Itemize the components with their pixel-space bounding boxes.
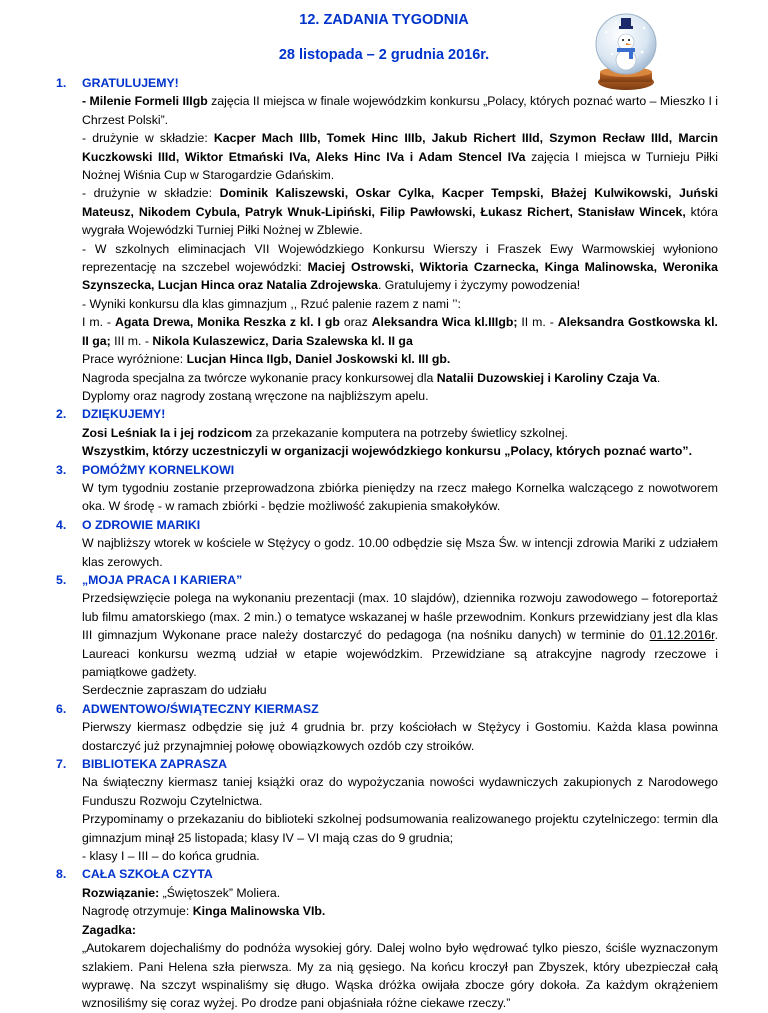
section-dziekujemy <box>48 405 718 460</box>
section-heading: O ZDROWIE MARIKI <box>82 517 201 532</box>
section-heading: GRATULUJEMY! <box>82 76 179 90</box>
section-number: 3. <box>56 462 67 477</box>
paragraph: Zagadka: <box>82 922 136 937</box>
date-range: 28 listopada – 2 grudnia 2016r. <box>278 47 490 63</box>
section-number: 5. <box>56 572 67 587</box>
paragraph: Nagroda specjalna za twórcze wykonanie pracy konkursowej dla Natalii Duzowskiej i Karoliny Czaja Va. <box>82 370 661 385</box>
section-heading: CAŁA SZKOŁA CZYTA <box>82 867 213 882</box>
section-number: 7. <box>56 757 67 772</box>
section-heading: DZIĘKUJEMY! <box>82 407 166 422</box>
section-kiermasz <box>48 700 718 755</box>
paragraph: - drużynie w składzie: Kacper Mach IIIb, Tomek Hinc IIIb, Jakub Richert IIId, Szymon Recław IIId, Marcin Kuczkowski IIId, Wiktor Etmański IVa, Aleks Hinc IVa i Adam Stencel IVa zajęcia I miejsca w Turnieju Piłki Nożnej Wiśnia Cup w Starogardzie Gdańskim. <box>82 131 718 183</box>
section-pomozmy-kornelkowi <box>48 461 718 516</box>
paragraph: W tym tygodniu zostanie przeprowadzona zbiórka pieniędzy na rzecz małego Kornelka walczącego z nowotworem oka. W środę - w ramach zbiórki - będzie możliwość zakupienia smakołyków. <box>82 480 718 514</box>
paragraph: - klasy I – III – do końca grudnia. <box>82 849 260 864</box>
section-gratulujemy <box>48 74 718 405</box>
paragraph: Wszystkim, którzy uczestniczyli w organizacji wojewódzkiego konkursu „Polacy, których poznać warto”. <box>82 444 692 459</box>
section-heading: POMÓŻMY KORNELKOWI <box>82 462 235 477</box>
paragraph: Prace wyróżnione: Lucjan Hinca IIgb, Daniel Joskowski kl. III gb. <box>82 352 451 367</box>
paragraph: Dyplomy oraz nagrody zostaną wręczone na najbliższym apelu. <box>82 388 429 403</box>
paragraph: - drużynie w składzie: Dominik Kaliszewski, Oskar Cylka, Kacper Tempski, Błażej Kulwikowski, Juński Mateusz, Nikodem Cybula, Patryk Wnuk-Lipiński, Filip Pawłowski, Łukasz Richert, Stanisław Wincek, która wygrała Wojewódzki Turniej Piłki Nożnej w Zblewie. <box>82 186 718 238</box>
paragraph: - Milenie Formeli IIIgb zajęcia II miejsca w finale wojewódzkim konkursu „Polacy, których poznać warto – Mieszko I i Chrzest Polski”. <box>82 94 719 127</box>
paragraph: Nagrodę otrzymuje: Kinga Malinowska VIb. <box>82 904 326 919</box>
paragraph: Przypominamy o przekazaniu do biblioteki szkolnej podsumowania realizowanego projektu czytelniczego: termin dla gimnazjum minął 25 listopada; klasy IV – VI mają czas do 9 grudnia; <box>82 812 718 845</box>
paragraph: I m. - Agata Drewa, Monika Reszka z kl. I gb oraz Aleksandra Wica kl.IIIgb; II m. - Aleksandra Gostkowska kl. II ga; III m. - Nikola Kulaszewicz, Daria Szalewska kl. II ga <box>82 315 718 348</box>
paragraph: Przedsięwzięcie polega na wykonaniu prezentacji (max. 10 slajdów), dziennika rozwoju zawodowego – fotoreportaż lub filmu amatorskiego (max. 2 min.) o tematyce wskazanej w haśle przewodnim. Konkurs przewidziany jest dla klas III gimnazjum Wykonane prace należy dostarczyć do pedagoga (na nośniku danych) w terminie do 01.12.2016r. Laureaci konkursu wezmą udział w etapie wojewódzkim. Przewidziane są atrakcyjne nagrody rzeczowe i pamiątkowe gadżety. <box>82 591 718 679</box>
paragraph: Rozwiązanie: „Świętoszek” Moliera. <box>82 885 281 900</box>
paragraph: W najbliższy wtorek w kościele w Stężycy o godz. 10.00 odbędzie się Msza Św. w intencji zdrowia Mariki z udziałem klas zerowych. <box>82 536 718 569</box>
section-cala-szkola-czyta <box>48 865 718 1012</box>
tasks-list <box>48 74 718 1013</box>
paragraph: „Autokarem dojechaliśmy do podnóża wysokiej góry. Dalej wolno było wędrować tylko pieszo, ściśle wyznaczonym szlakiem. Pani Helena szła pierwsza. My za nią gęsiego. Na końcu kroczył pan Zbyszek, który ubezpieczał całą wyprawę. Na szczyt wspinaliśmy się długo. Wąska dróżka owijała zbocze góry dokoła. Za każdym okrążeniem wznosiliśmy się coraz wyżej. Po drodze pani objaśniała różne ciekawe rzeczy.” <box>82 941 718 1011</box>
paragraph: - Wyniki konkursu dla klas gimnazjum ,, Rzuć palenie razem z nami ’’: <box>82 296 461 311</box>
section-number: 8. <box>56 867 67 882</box>
section-heading: ADWENTOWO/ŚWIĄTECZNY KIERMASZ <box>82 701 319 716</box>
section-number: 4. <box>56 517 67 532</box>
paragraph: Na świąteczny kiermasz taniej książki oraz do wypożyczania nowości wydawniczych zakupionych z Narodowego Funduszu Rozwoju Czytelnictwa. <box>82 775 718 808</box>
paragraph: - W szkolnych eliminacjach VII Wojewódzkiego Konkursu Wierszy i Fraszek Ewy Warmowskiej wyłoniono reprezentację na szczebel wojewódzki: Maciej Ostrowski, Wiktoria Czarnecka, Kinga Malinowska, Weronika Szynszecka, Lucjan Hinca oraz Natalia Zdrojewska. Gratulujemy i życzymy powodzenia! <box>82 241 718 293</box>
page-title: 12. ZADANIA TYGODNIA <box>299 12 469 28</box>
section-number: 2. <box>56 407 67 422</box>
section-heading: BIBLIOTEKA ZAPRASZA <box>82 757 228 772</box>
section-moja-praca <box>48 571 718 700</box>
paragraph: Pierwszy kiermasz odbędzie się już 4 grudnia br. przy kościołach w Stężycy i Gostomiu. Każda klasa powinna dostarczyć już przynajmniej połowę obowiązkowych ozdób czy stroików. <box>82 720 718 753</box>
section-biblioteka <box>48 755 718 865</box>
section-o-zdrowie-mariki <box>48 516 718 571</box>
section-number: 6. <box>56 701 67 716</box>
section-heading: „MOJA PRACA I KARIERA” <box>82 572 243 587</box>
section-number: 1. <box>56 76 67 90</box>
paragraph: Zosi Leśniak Ia i jej rodzicom za przekazanie komputera na potrzeby świetlicy szkolnej. <box>82 425 568 440</box>
paragraph: Serdecznie zapraszam do udziału <box>82 683 267 698</box>
